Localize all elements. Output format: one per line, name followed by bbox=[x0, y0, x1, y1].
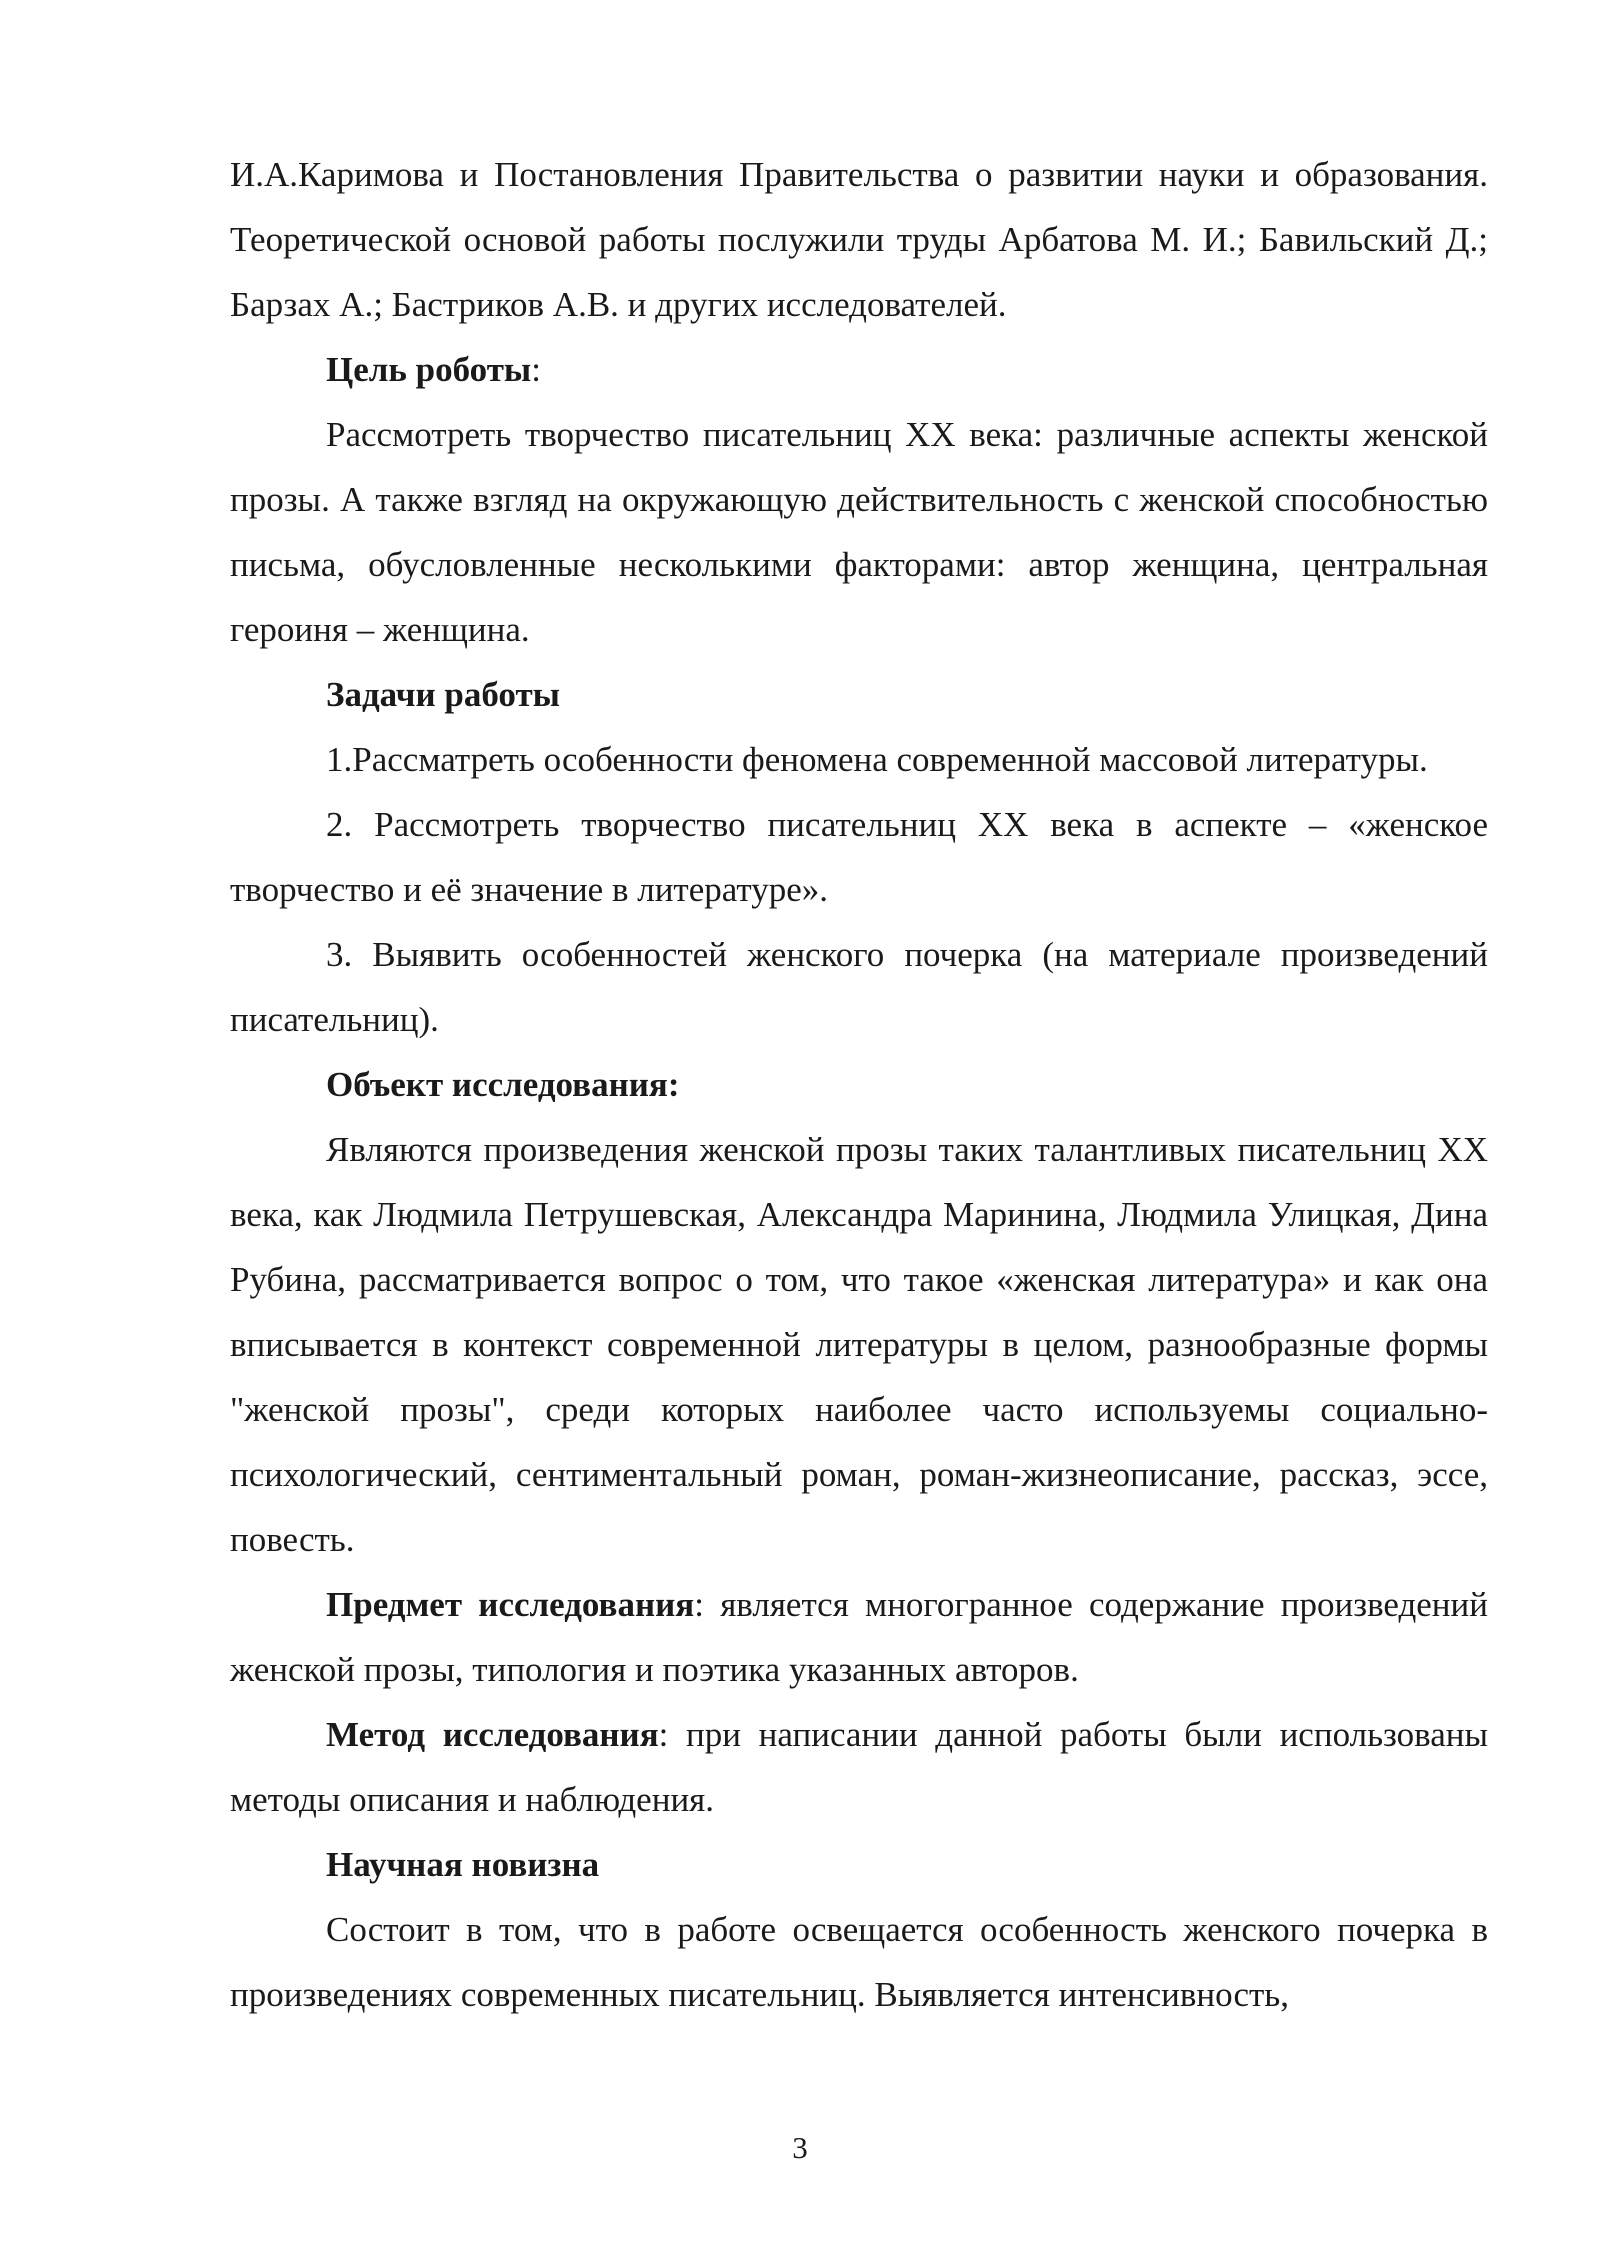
subject-label: Предмет исследования bbox=[326, 1585, 695, 1624]
method-text: : при написании данной работы были использованы методы описания и наблюдения. bbox=[230, 1715, 1488, 1819]
novelty-paragraph: Состоит в том, что в работе освещается особенность женского почерка в произведениях современных писательниц. Выявляется интенсивность, bbox=[230, 1910, 1488, 2014]
subject-text: : является многогранное содержание произведений женской прозы, типология и поэтика указанных авторов. bbox=[230, 1585, 1488, 1689]
subject-paragraph bbox=[230, 1572, 1488, 1702]
method-paragraph bbox=[230, 1702, 1488, 1832]
method-label: Метод исследования bbox=[326, 1715, 659, 1754]
novelty-heading: Научная новизна bbox=[326, 1845, 600, 1884]
document-body bbox=[230, 142, 1488, 2027]
goal-heading bbox=[230, 337, 1488, 402]
task-item-3: 3. Выявить особенностей женского почерка (на материале произведений писательниц). bbox=[230, 935, 1488, 1039]
intro-paragraph: И.А.Каримова и Постановления Правительства о развитии науки и образования. Теоретической основой работы послужили труды Арбатова М. И.; Бавильский Д.; Барзах А.; Бастриков А.В. и других исследователей. bbox=[230, 155, 1488, 324]
goal-paragraph: Рассмотреть творчество писательниц XX века: различные аспекты женской прозы. А также взгляд на окружающую действительность с женской способностью письма, обусловленные несколькими факторами: автор женщина, центральная героиня – женщина. bbox=[230, 415, 1488, 649]
tasks-heading: Задачи работы bbox=[326, 675, 560, 714]
goal-heading-label: Цель роботы bbox=[326, 350, 532, 389]
page-number: 3 bbox=[792, 2130, 808, 2165]
object-heading: Объект исследования: bbox=[326, 1065, 680, 1104]
task-item-2: 2. Рассмотреть творчество писательниц XX века в аспекте – «женское творчество и её значение в литературе». bbox=[230, 805, 1488, 909]
object-paragraph: Являются произведения женской прозы таких талантливых писательниц XX века, как Людмила Петрушевская, Александра Маринина, Людмила Улицкая, Дина Рубина, рассматривается вопрос о том, что такое «женская литература» и как она вписывается в контекст современной литературы в целом, разнообразные формы "женской прозы", среди которых наиболее часто используемы социально-психологический, сентиментальный роман, роман-жизнеописание, рассказ, эссе, повесть. bbox=[230, 1130, 1488, 1559]
goal-heading-colon: : bbox=[531, 350, 541, 389]
task-item-1: 1.Рассматреть особенности феномена современной массовой литературы. bbox=[326, 740, 1428, 779]
